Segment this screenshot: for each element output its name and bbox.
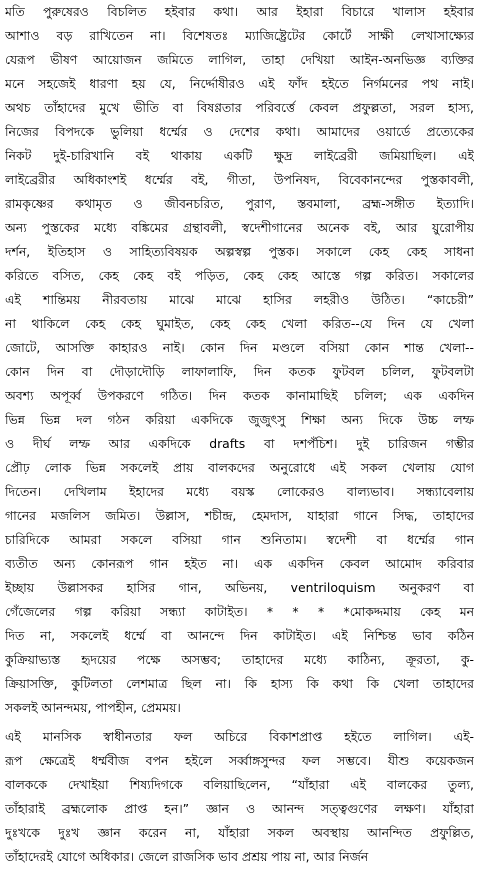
text-line: সকলই আনন্দময়, পাপহীন, প্রেমময়। <box>5 700 181 715</box>
text-line: তাঁহারাই ব্রহ্মলোক প্রাপ্ত হন।” জ্ঞান ও আনন্দ সত্ত্বগুণের লক্ষণ। যাঁহারা <box>5 801 474 816</box>
text-line: প্রৌঢ় লোক ভিন্ন সকলেই প্রায় বালকদের অনুরোধে এই সকল খেলায় যোগ <box>5 460 474 475</box>
text-line: মতি পুরুষেরও বিচলিত হইবার কথা। আর ইহারা বিচারে খালাস হইবার <box>5 4 474 19</box>
text-line: নিকট দুই-চারিখানি বই থাকায় একটি ক্ষুদ্র লাইব্রেরী জমিয়াছিল। এই <box>5 148 474 163</box>
text-line: আশাও বড় রাখিতেন না। বিশেষতঃ ম্যাজিষ্ট্রেটের কোর্টে সাক্ষী লেখাসাক্ষ্যের <box>5 28 474 43</box>
text-line: না থাকিলে কেহ কেহ ঘুমাইত, কেহ কেহ খেলা করিত--যে দিন যে খেলা <box>5 316 474 331</box>
text-line: কুক্রিয়াভ্যস্ত হৃদয়ের পক্ষে অসম্ভব; তাহাদের মধ্যে কাঠিন্য, ক্রূরতা, কু- <box>5 652 474 667</box>
text-line: কোন দিন বা দৌড়াদৌড়ি লাফালাফি, দিন কতক ফুটবল চলিল, ফুটবলটা <box>5 364 474 379</box>
text-line: যেরূপ ভীষণ আয়োজন জমিতে লাগিল, তাহা দেখিয়া আইন-অনভিজ্ঞ ব্যক্তির <box>5 52 474 67</box>
text-line: এই মানসিক স্বাধীনতার ফল অচিরে বিকাশপ্রাপ্ত হইতে লাগিল। এই- <box>5 729 474 744</box>
text-line: বালককে দেখাইয়া শিষ্যদিগকে বলিয়াছিলেন, “যাঁহারা এই বালকের তুল্য, <box>5 777 474 792</box>
text-line: গানের মজলিস জমিত। উল্লাস, শচীন্দ্র, হেমদাস, যাহারা গানে সিদ্ধ, তাহাদের <box>5 508 474 523</box>
text-line: দর্শন, ইতিহাস ও সাহিত্যবিষয়ক অল্পস্বল্প পুস্তক। সকালে কেহ কেহ সাধনা <box>5 244 474 259</box>
text-line: অন্য পুস্তকের মধ্যে বঙ্কিমের গ্রন্থাবলী, স্বদেশীগানের অনেক বই, আর য়ুরোপীয় <box>5 220 474 235</box>
text-line: অবশ্য অপূর্ব্ব উপকরণে গঠিত। দিন কতক কানামাছিই চলিল; এক একদিন <box>5 388 474 403</box>
text-line: ও দীর্ঘ লম্ফ আর একদিকে drafts বা দশপঁচিশ। দুই চারিজন গম্ভীর <box>5 436 474 451</box>
text-line: দিতেন। দেখিলাম ইহাদের মধ্যে বয়স্ক লোকেরও বাল্যভাব। সন্ধ্যাবেলায় <box>5 484 474 499</box>
text-line: ক্রিয়াসক্তি, কুটিলতা লেশমাত্র ছিল না। কি হাস্য কি কথা কি খেলা তাহাদের <box>5 676 474 691</box>
text-line: মনে সহজেই ধারণা হয় যে, নির্দ্দোষীরও এই ফাঁদ হইতে নির্গমনের পথ নাই। <box>5 76 474 91</box>
paragraph-one <box>5 0 474 720</box>
text-line: গেঁজেলের গল্প করিয়া সন্ধ্যা কাটাইত। * * * *মোকদ্দমায় কেহ মন <box>5 604 474 619</box>
text-line: লাইব্রেরীর অধিকাংশই ধর্ম্মের বই, গীতা, উপনিষদ, বিবেকানন্দের পুস্তকাবলী, <box>5 172 474 187</box>
text-line: নিজের বিপদকে ভুলিয়া ধর্ম্মের ও দেশের কথা। আমাদের ওয়ার্ডে প্রত্যেকের <box>5 124 474 139</box>
text-line: ভিন্ন ভিন্ন দল গঠন করিয়া একদিকে জুজুৎসু শিক্ষা অন্য দিকে উচ্চ লম্ফ <box>5 412 474 427</box>
text-line: জোটে, আসক্তি কাহারও নাই। কোন দিন মণ্ডলে বসিয়া কোন শান্ত খেলা-- <box>5 340 474 355</box>
text-line: রামকৃষ্ণের কথামৃত ও জীবনচরিত, পুরাণ, স্তবমালা, ব্রহ্ম-সঙ্গীত ইত্যাদি। <box>5 196 474 211</box>
text-line: করিতে বসিত, কেহ কেহ বই পড়িত, কেহ কেহ আস্তে গল্প করিত। সকালের <box>5 268 474 283</box>
text-line: অথচ তাঁহাদের মুখে ভীতি বা বিষণ্ণতার পরিবর্ত্তে কেবল প্রফুল্লতা, সরল হাস্য, <box>5 100 474 115</box>
text-line: এই শান্তিময় নীরবতায় মাঝে মাঝে হাসির লহরীও উঠিত। “কাচেরী” <box>5 292 474 307</box>
text-line: চারিদিকে আমরা সকলে বসিয়া গান শুনিতাম। স্বদেশী বা ধর্ম্মের গান <box>5 532 474 547</box>
text-line: দুঃখকে দুঃখ জ্ঞান করেন না, যাঁহারা সকল অবস্থায় আনন্দিত প্রফুল্লিত, <box>5 825 474 840</box>
text-line: দিত না, সকলেই ধর্ম্মে বা আনন্দে দিন কাটাইত। এই নিশ্চিন্ত ভাব কঠিন <box>5 628 474 643</box>
paragraph-two <box>5 725 474 869</box>
text-line: ইচ্ছায় উল্লাসকর হাসির গান, অভিনয়, ventriloquism অনুকরণ বা <box>5 580 474 595</box>
text-line: ব্যতীত অন্য কোনরূপ গান হইত না। এক একদিন কেবল আমোদ করিবার <box>5 556 474 571</box>
text-line: তাঁহাদেরই যোগে অধিকার। জেলে রাজসিক ভাব প্রশ্রয় পায় না, আর নির্জন <box>5 849 369 864</box>
text-line: রূপ ক্ষেত্রেই ধর্ম্মবীজ বপন হইলে সর্ব্বাঙ্গসুন্দর ফল সম্ভবে। যীশু কয়েকজন <box>5 753 474 768</box>
